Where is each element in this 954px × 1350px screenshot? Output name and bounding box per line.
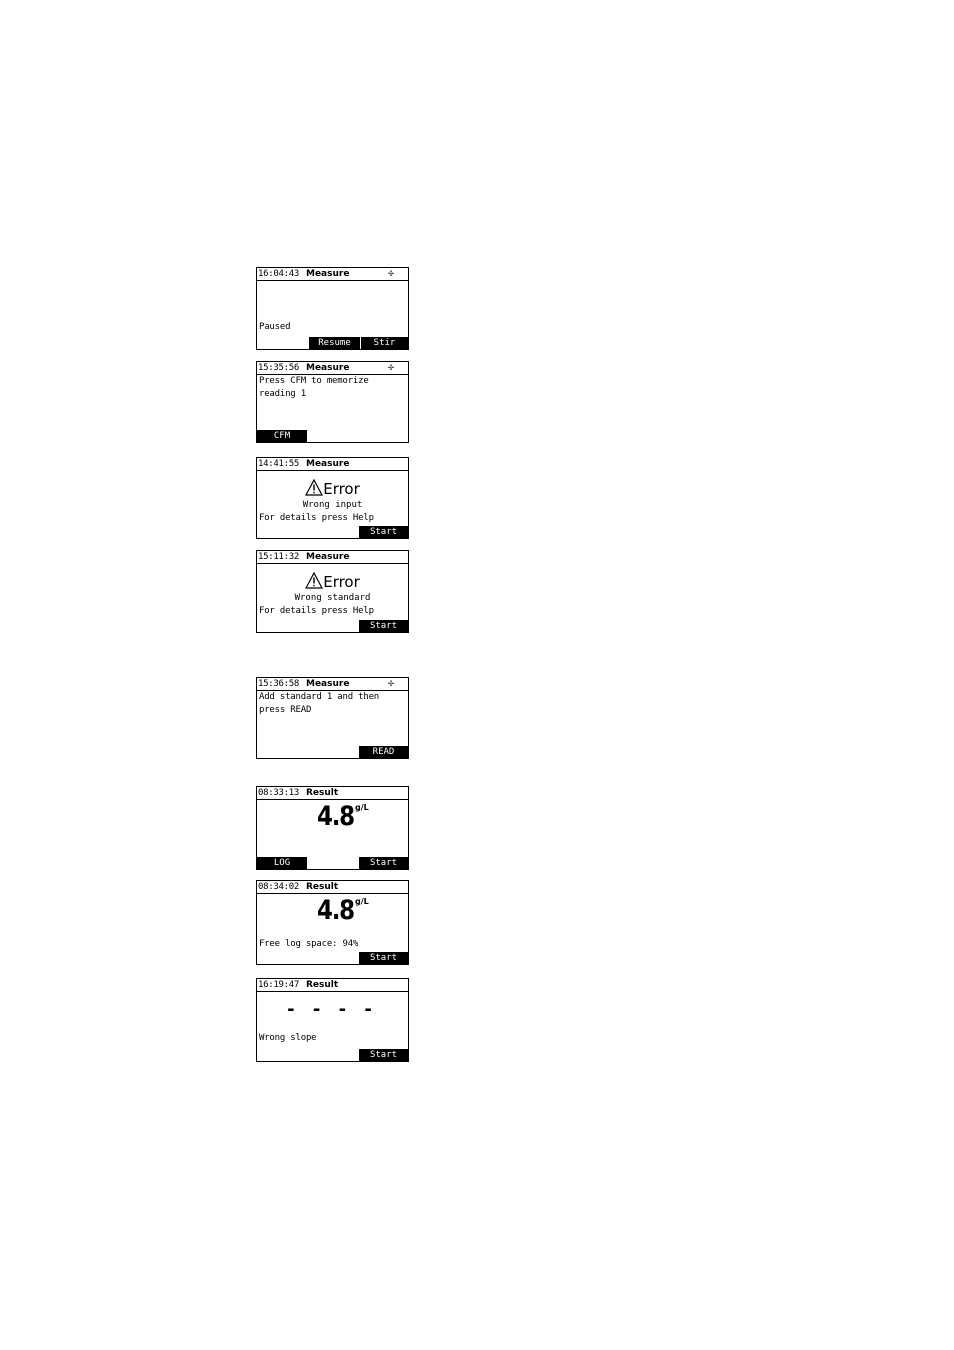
status-text: Wrong slope: [259, 1033, 317, 1043]
screen-add-standard: [256, 677, 409, 759]
title-bar: [257, 979, 408, 992]
softkey-start[interactable]: Start: [359, 526, 408, 538]
message-line-2: press READ: [259, 705, 312, 715]
softkey-read[interactable]: READ: [359, 746, 408, 758]
result-value: 4.8: [317, 801, 354, 832]
softkey-resume[interactable]: Resume: [309, 337, 360, 349]
error-heading: [257, 572, 408, 591]
free-log-space: Free log space: 94%: [259, 939, 359, 949]
softkey-start[interactable]: Start: [359, 952, 408, 964]
help-hint: For details press Help: [259, 606, 374, 616]
stirrer-icon: ✢: [387, 268, 394, 279]
title-bar: [257, 787, 408, 800]
error-heading: [257, 479, 408, 498]
warning-icon: [305, 479, 323, 496]
clock-time: 16:19:47: [258, 980, 299, 990]
clock-time: 14:41:55: [258, 459, 299, 469]
screen-title: Result: [306, 882, 339, 892]
screen-wrong-slope: [256, 978, 409, 1062]
help-hint: For details press Help: [259, 513, 374, 523]
error-detail: Wrong standard: [294, 593, 371, 603]
screen-error-wrong-input: [256, 457, 409, 539]
softkey-cfm[interactable]: CFM: [257, 430, 307, 442]
result-value: 4.8: [317, 895, 354, 926]
clock-time: 08:33:13: [258, 788, 299, 798]
message-line-2: reading 1: [259, 389, 306, 399]
result-unit: g/L: [355, 897, 369, 906]
screen-title: Result: [306, 980, 339, 990]
screen-result-free-log: [256, 880, 409, 965]
error-detail: Wrong input: [302, 500, 363, 510]
title-bar: [257, 881, 408, 894]
screen-title: Measure: [306, 552, 350, 562]
status-text: Paused: [259, 322, 291, 332]
message-line-1: Add standard 1 and then: [259, 692, 380, 702]
screen-title: Measure: [306, 459, 350, 469]
clock-time: 08:34:02: [258, 882, 299, 892]
stirrer-icon: ✢: [387, 362, 394, 373]
screen-title: Result: [306, 788, 339, 798]
screen-title: Measure: [306, 363, 350, 373]
softkey-start[interactable]: Start: [359, 620, 408, 632]
result-unit: g/L: [355, 803, 369, 812]
clock-time: 15:11:32: [258, 552, 299, 562]
clock-time: 16:04:43: [258, 269, 299, 279]
screen-title: Measure: [306, 679, 350, 689]
title-bar: [257, 678, 408, 691]
screen-error-wrong-standard: [256, 550, 409, 633]
stirrer-icon: ✢: [387, 678, 394, 689]
softkey-start[interactable]: Start: [359, 857, 408, 869]
screen-paused: [256, 267, 409, 350]
softkey-start[interactable]: Start: [359, 1049, 408, 1061]
message-line-1: Press CFM to memorize: [259, 376, 369, 386]
title-bar: [257, 268, 408, 281]
title-bar: [257, 551, 408, 564]
error-label: Error: [323, 480, 360, 498]
clock-time: 15:35:56: [258, 363, 299, 373]
warning-icon: [305, 572, 323, 589]
result-placeholder: - - - -: [287, 999, 378, 1020]
softkey-log[interactable]: LOG: [257, 857, 307, 869]
title-bar: [257, 362, 408, 375]
screen-title: Measure: [306, 269, 350, 279]
error-label: Error: [323, 573, 360, 591]
screen-result-log: [256, 786, 409, 870]
screen-press-cfm: [256, 361, 409, 443]
clock-time: 15:36:58: [258, 679, 299, 689]
title-bar: [257, 458, 408, 471]
softkey-stir[interactable]: Stir: [361, 337, 408, 349]
